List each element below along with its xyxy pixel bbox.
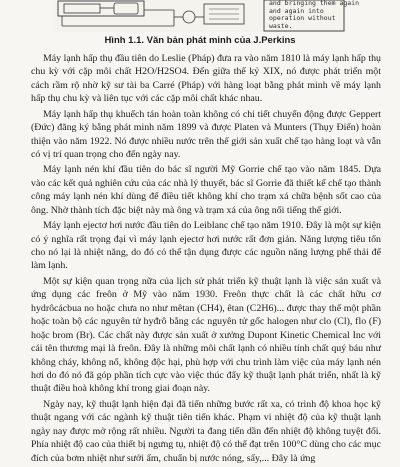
patent-text-line: and again into <box>269 6 324 15</box>
paragraph-diffusion-absorption: Máy lạnh hấp thụ khuếch tán hoàn toàn không có chi tiết chuyển động được Geppert (Đức) đăng ký bằng phát minh năm 1899 và được Platen và Munters (Thụy Điển) hoàn thiện vào năm 1922. Nó được nhiều nước trên thế giới sản xuất chế tạo hàng loạt và vẫn có vị trí quan trọng cho đến ngày nay. <box>31 108 381 161</box>
figure-caption: Hình 1.1. Văn bản phát minh của J.Perkins <box>104 35 296 46</box>
body-text <box>31 52 381 467</box>
paragraph-freon: Một sự kiện quan trọng nữa của lịch sử phát triển kỹ thuật lạnh là việc sản xuất và ứng dụng các freôn ở Mỹ vào năm 1930. Freôn thực chất là các chất hữu cơ hydrôcácbua no hoặc chưa no như mêtan (CH4), êtan (C2H6)... được thay thế một phần hoặc toàn bộ các nguyên tử hyđrô bằng các nguyên tử gốc halogen như clo (Cl), flo (F) hoặc brom (Br). Các chất này được sản xuất ở xưởng Dupont Kinetic Chemical Inc với cái tên thương mại là freôn. Đây là những môi chất lạnh có nhiều tính chất quý báu như không cháy, không nổ, không độc hại, phù hợp với chu trình làm việc của máy lạnh nén hơi do đó nó đã góp phần tích cực vào việc thúc đẩy kỹ thuật lạnh phát triển, nhất là kỹ thuật điều hoà không khí trong giai đoạn này. <box>31 275 381 395</box>
paragraph-modern-refrigeration: Ngày nay, kỹ thuật lạnh hiện đại đã tiến những bước rất xa, có trình độ khoa học kỹ thuật ngang với các ngành kỹ thuật tiên tiến khác. Phạm vi nhiệt độ của kỹ thuật lạnh ngày nay được mở rộng rất nhiều. Người ta đang tiến dần đến nhiệt độ không tuyệt đối. Phía nhiệt độ cao của thiết bị ngưng tụ, nhiệt độ có thể đạt trên 100°C dùng cho các mục đích của bơm nhiệt như sưởi ấm, chuẩn bị nước nóng, sấy,... Đây là ứng <box>31 398 381 464</box>
patent-text-line: operation without <box>269 14 336 22</box>
figure-patent-drawing <box>54 0 360 32</box>
paragraph-steam-ejector: Máy lạnh ejectơ hơi nước đầu tiên do Leiblanc chế tạo năm 1910. Đây là một sự kiện có ý nghĩa rất trọng đại vì máy lạnh ejectơ hơi nước rất đơn giản. Năng lượng tiêu tốn cho nó lại là nhiệt năng, do đó có thể tận dụng được các nguồn năng lượng phế thải để làm lạnh. <box>31 220 381 272</box>
patent-text-line: and bringing them again <box>269 0 360 7</box>
patent-text-line: waste. <box>269 21 293 30</box>
patent-text-excerpt <box>269 0 360 30</box>
paragraph-gorrie-compressor: Máy lạnh nén khí đầu tiên do bác sĩ người Mỹ Gorrie chế tạo vào năm 1845. Dựa vào các kết quả nghiên cứu của các nhà lý thuyết, bác sĩ Gorrie đã thiết kế chế tạo thành công máy lạnh nén khí dùng để điều tiết không khí cho trạm xá chữa bệnh sốt cao của ông. Nhờ thành tích đặc biệt này mà ông và trạm xá của ông nổi tiếng thế giới. <box>31 164 381 216</box>
paragraph-leslie-absorption: Máy lạnh hấp thụ đầu tiên do Leslie (Pháp) đưa ra vào năm 1810 là máy lạnh hấp thụ chu kỳ với cặp môi chất H2O/H2SO4. Đến giữa thế kỷ XIX, nó được phát triển một cách rầm rộ nhờ kỹ sư tài ba Carré (Pháp) với hàng loạt bằng phát minh về máy lạnh hấp thụ chu kỳ và liên tục với các cặp môi chất khác nhau. <box>31 53 381 105</box>
